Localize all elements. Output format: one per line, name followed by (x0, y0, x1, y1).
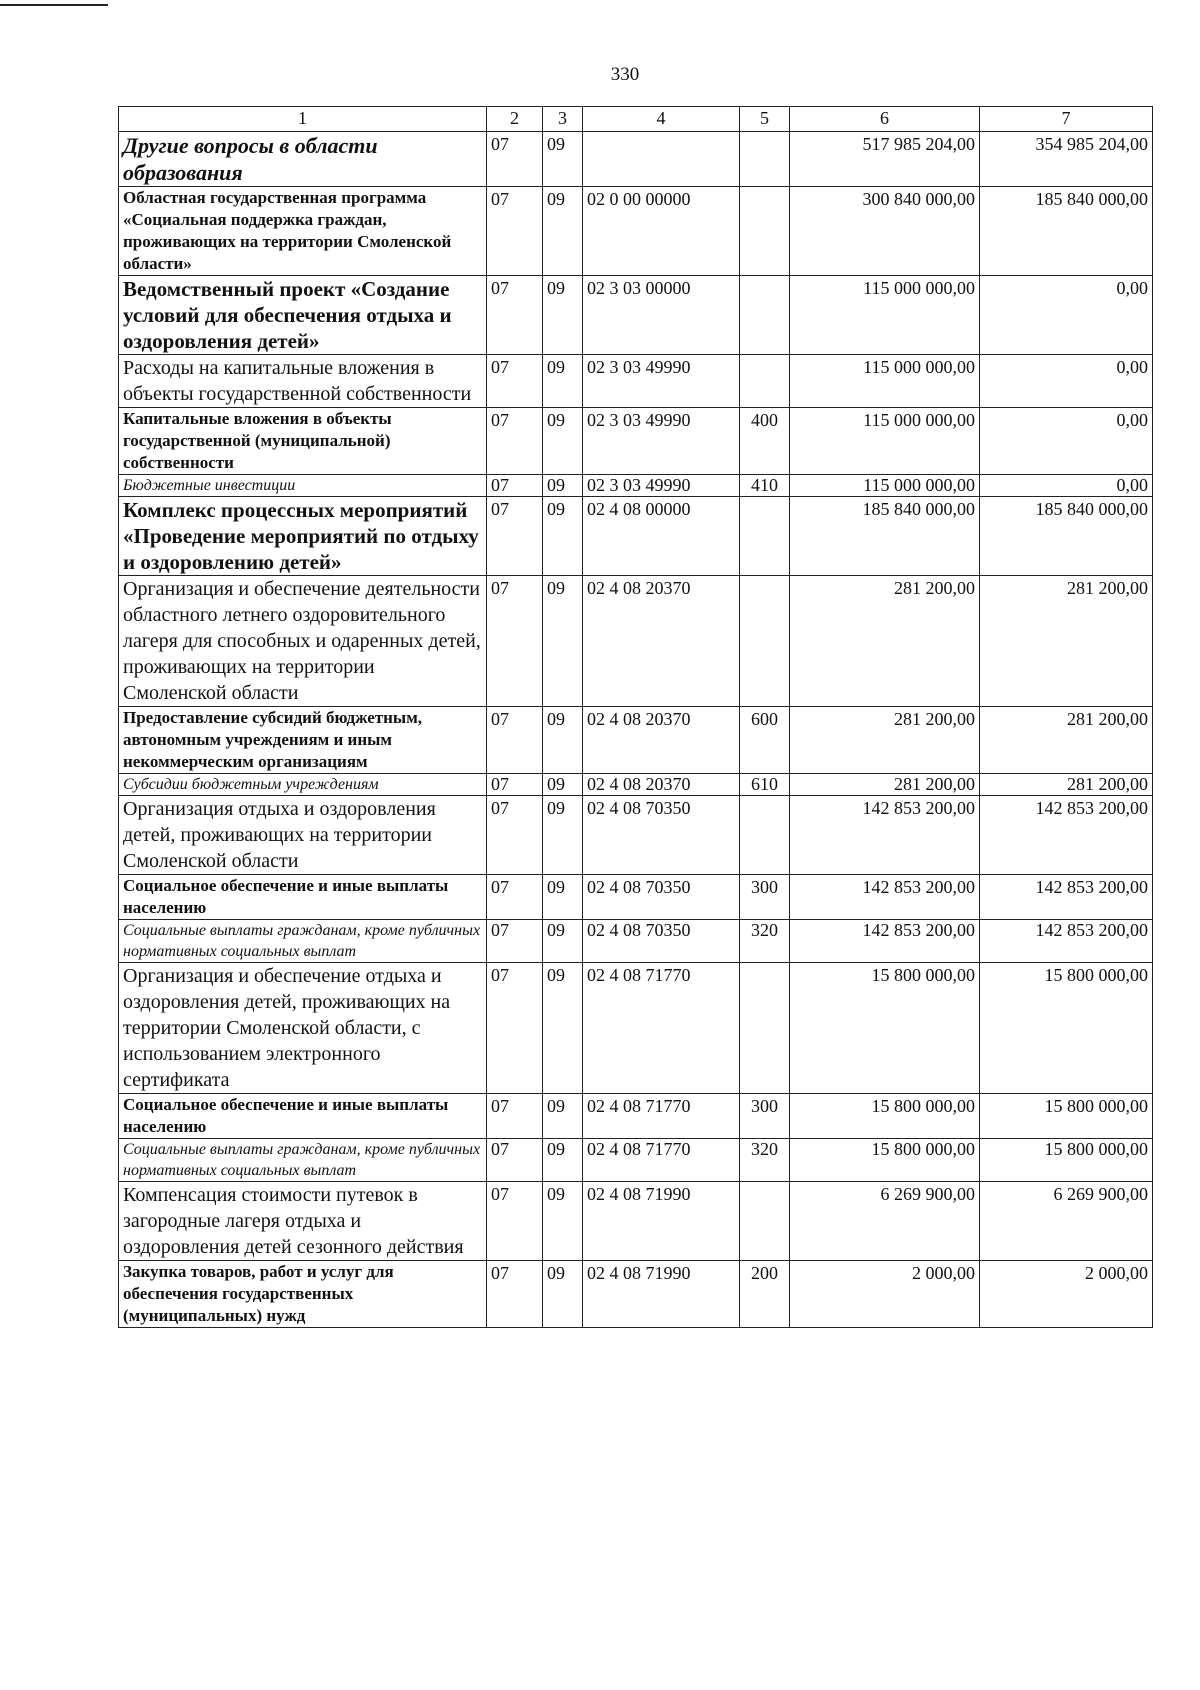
row-name-cell: Областная государственная программа «Социальная поддержка граждан, проживающих на территории Смоленской области» (119, 187, 487, 276)
target-article-cell: 02 3 03 49990 (583, 355, 740, 408)
section-cell: 07 (487, 276, 543, 355)
row-name-cell: Компенсация стоимости путевок в загородные лагеря отдыха и оздоровления детей сезонного действия (119, 1182, 487, 1261)
amount-year2-cell: 0,00 (980, 408, 1153, 475)
section-cell: 07 (487, 1261, 543, 1328)
amount-year1-cell: 281 200,00 (790, 576, 980, 707)
amount-year2-cell: 0,00 (980, 475, 1153, 497)
column-header: 5 (740, 107, 790, 132)
amount-year2-cell: 0,00 (980, 355, 1153, 408)
subsection-cell: 09 (543, 1139, 583, 1182)
section-cell: 07 (487, 796, 543, 875)
target-article-cell: 02 4 08 71770 (583, 1139, 740, 1182)
table-row (119, 276, 1153, 355)
expense-type-cell (740, 1182, 790, 1261)
amount-year1-cell: 115 000 000,00 (790, 355, 980, 408)
section-cell: 07 (487, 475, 543, 497)
row-name-cell: Капитальные вложения в объекты государственной (муниципальной) собственности (119, 408, 487, 475)
row-name-cell: Расходы на капитальные вложения в объекты государственной собственности (119, 355, 487, 408)
expense-type-cell: 320 (740, 920, 790, 963)
expense-type-cell (740, 355, 790, 408)
subsection-cell: 09 (543, 707, 583, 774)
amount-year2-cell: 281 200,00 (980, 576, 1153, 707)
amount-year1-cell: 300 840 000,00 (790, 187, 980, 276)
expense-type-cell: 320 (740, 1139, 790, 1182)
amount-year1-cell: 281 200,00 (790, 774, 980, 796)
table-row (119, 576, 1153, 707)
table-row (119, 1139, 1153, 1182)
page-number: 330 (610, 64, 640, 85)
expense-type-cell (740, 963, 790, 1094)
section-cell: 07 (487, 707, 543, 774)
row-name-cell: Субсидии бюджетным учреждениям (119, 774, 487, 796)
target-article-cell: 02 4 08 20370 (583, 707, 740, 774)
subsection-cell: 09 (543, 963, 583, 1094)
amount-year2-cell: 142 853 200,00 (980, 796, 1153, 875)
subsection-cell: 09 (543, 408, 583, 475)
column-header: 1 (119, 107, 487, 132)
expense-type-cell: 610 (740, 774, 790, 796)
amount-year1-cell: 115 000 000,00 (790, 408, 980, 475)
section-cell: 07 (487, 1139, 543, 1182)
section-cell: 07 (487, 963, 543, 1094)
target-article-cell: 02 4 08 00000 (583, 497, 740, 576)
section-cell: 07 (487, 187, 543, 276)
table-row (119, 1094, 1153, 1139)
target-article-cell: 02 3 03 49990 (583, 408, 740, 475)
column-header: 3 (543, 107, 583, 132)
subsection-cell: 09 (543, 355, 583, 408)
column-header: 6 (790, 107, 980, 132)
subsection-cell: 09 (543, 132, 583, 187)
amount-year2-cell: 185 840 000,00 (980, 187, 1153, 276)
subsection-cell: 09 (543, 497, 583, 576)
amount-year1-cell: 517 985 204,00 (790, 132, 980, 187)
table-row (119, 408, 1153, 475)
target-article-cell (583, 132, 740, 187)
expense-type-cell (740, 497, 790, 576)
expense-type-cell: 300 (740, 875, 790, 920)
subsection-cell: 09 (543, 276, 583, 355)
expense-type-cell (740, 576, 790, 707)
target-article-cell: 02 4 08 71770 (583, 1094, 740, 1139)
target-article-cell: 02 4 08 70350 (583, 875, 740, 920)
amount-year1-cell: 15 800 000,00 (790, 1094, 980, 1139)
section-cell: 07 (487, 920, 543, 963)
table-row (119, 963, 1153, 1094)
section-cell: 07 (487, 1182, 543, 1261)
row-name-cell: Предоставление субсидий бюджетным, автономным учреждениям и иным некоммерческим организациям (119, 707, 487, 774)
subsection-cell: 09 (543, 1182, 583, 1261)
target-article-cell: 02 4 08 20370 (583, 774, 740, 796)
expense-type-cell: 410 (740, 475, 790, 497)
table-row (119, 707, 1153, 774)
row-name-cell: Комплекс процессных мероприятий «Проведение мероприятий по отдыху и оздоровлению детей» (119, 497, 487, 576)
target-article-cell: 02 0 00 00000 (583, 187, 740, 276)
target-article-cell: 02 4 08 70350 (583, 796, 740, 875)
amount-year2-cell: 15 800 000,00 (980, 1094, 1153, 1139)
amount-year2-cell: 6 269 900,00 (980, 1182, 1153, 1261)
subsection-cell: 09 (543, 875, 583, 920)
row-name-cell: Социальные выплаты гражданам, кроме публичных нормативных социальных выплат (119, 920, 487, 963)
subsection-cell: 09 (543, 774, 583, 796)
expense-type-cell: 400 (740, 408, 790, 475)
table-row (119, 355, 1153, 408)
amount-year1-cell: 281 200,00 (790, 707, 980, 774)
target-article-cell: 02 4 08 71770 (583, 963, 740, 1094)
table-row (119, 774, 1153, 796)
section-cell: 07 (487, 1094, 543, 1139)
amount-year1-cell: 6 269 900,00 (790, 1182, 980, 1261)
section-cell: 07 (487, 132, 543, 187)
amount-year1-cell: 115 000 000,00 (790, 276, 980, 355)
amount-year1-cell: 142 853 200,00 (790, 796, 980, 875)
subsection-cell: 09 (543, 796, 583, 875)
row-name-cell: Другие вопросы в области образования (119, 132, 487, 187)
subsection-cell: 09 (543, 1261, 583, 1328)
table-row (119, 920, 1153, 963)
amount-year2-cell: 281 200,00 (980, 707, 1153, 774)
expense-type-cell: 200 (740, 1261, 790, 1328)
section-cell: 07 (487, 875, 543, 920)
amount-year2-cell: 185 840 000,00 (980, 497, 1153, 576)
row-name-cell: Социальные выплаты гражданам, кроме публичных нормативных социальных выплат (119, 1139, 487, 1182)
amount-year1-cell: 142 853 200,00 (790, 920, 980, 963)
amount-year1-cell: 185 840 000,00 (790, 497, 980, 576)
expense-type-cell: 600 (740, 707, 790, 774)
section-cell: 07 (487, 497, 543, 576)
subsection-cell: 09 (543, 1094, 583, 1139)
subsection-cell: 09 (543, 475, 583, 497)
target-article-cell: 02 4 08 71990 (583, 1261, 740, 1328)
table-row (119, 187, 1153, 276)
amount-year2-cell: 354 985 204,00 (980, 132, 1153, 187)
table-row (119, 475, 1153, 497)
table-row (119, 796, 1153, 875)
amount-year2-cell: 142 853 200,00 (980, 920, 1153, 963)
amount-year1-cell: 15 800 000,00 (790, 1139, 980, 1182)
table-row (119, 1182, 1153, 1261)
top-rule (0, 4, 108, 6)
table-row (119, 875, 1153, 920)
column-header: 7 (980, 107, 1153, 132)
amount-year2-cell: 2 000,00 (980, 1261, 1153, 1328)
target-article-cell: 02 3 03 00000 (583, 276, 740, 355)
section-cell: 07 (487, 576, 543, 707)
target-article-cell: 02 4 08 70350 (583, 920, 740, 963)
expense-type-cell (740, 796, 790, 875)
amount-year2-cell: 0,00 (980, 276, 1153, 355)
target-article-cell: 02 3 03 49990 (583, 475, 740, 497)
expense-type-cell (740, 132, 790, 187)
amount-year1-cell: 2 000,00 (790, 1261, 980, 1328)
amount-year1-cell: 142 853 200,00 (790, 875, 980, 920)
amount-year1-cell: 115 000 000,00 (790, 475, 980, 497)
column-header: 4 (583, 107, 740, 132)
amount-year2-cell: 15 800 000,00 (980, 963, 1153, 1094)
table-row (119, 1261, 1153, 1328)
subsection-cell: 09 (543, 920, 583, 963)
section-cell: 07 (487, 408, 543, 475)
row-name-cell: Бюджетные инвестиции (119, 475, 487, 497)
section-cell: 07 (487, 774, 543, 796)
amount-year2-cell: 142 853 200,00 (980, 875, 1153, 920)
expense-type-cell (740, 276, 790, 355)
column-header: 2 (487, 107, 543, 132)
row-name-cell: Организация и обеспечение отдыха и оздоровления детей, проживающих на территории Смоленской области, с использованием электронного сертификата (119, 963, 487, 1094)
target-article-cell: 02 4 08 20370 (583, 576, 740, 707)
expense-type-cell (740, 187, 790, 276)
budget-table (118, 106, 1153, 1328)
amount-year2-cell: 281 200,00 (980, 774, 1153, 796)
row-name-cell: Организация отдыха и оздоровления детей, проживающих на территории Смоленской области (119, 796, 487, 875)
section-cell: 07 (487, 355, 543, 408)
row-name-cell: Закупка товаров, работ и услуг для обеспечения государственных (муниципальных) нужд (119, 1261, 487, 1328)
row-name-cell: Социальное обеспечение и иные выплаты населению (119, 1094, 487, 1139)
table-row (119, 132, 1153, 187)
expense-type-cell: 300 (740, 1094, 790, 1139)
table-row (119, 497, 1153, 576)
subsection-cell: 09 (543, 576, 583, 707)
header-row (119, 107, 1153, 132)
target-article-cell: 02 4 08 71990 (583, 1182, 740, 1261)
row-name-cell: Организация и обеспечение деятельности областного летнего оздоровительного лагеря для способных и одаренных детей, проживающих на территории Смоленской области (119, 576, 487, 707)
amount-year1-cell: 15 800 000,00 (790, 963, 980, 1094)
table-body (119, 132, 1153, 1328)
amount-year2-cell: 15 800 000,00 (980, 1139, 1153, 1182)
subsection-cell: 09 (543, 187, 583, 276)
row-name-cell: Ведомственный проект «Создание условий для обеспечения отдыха и оздоровления детей» (119, 276, 487, 355)
row-name-cell: Социальное обеспечение и иные выплаты населению (119, 875, 487, 920)
